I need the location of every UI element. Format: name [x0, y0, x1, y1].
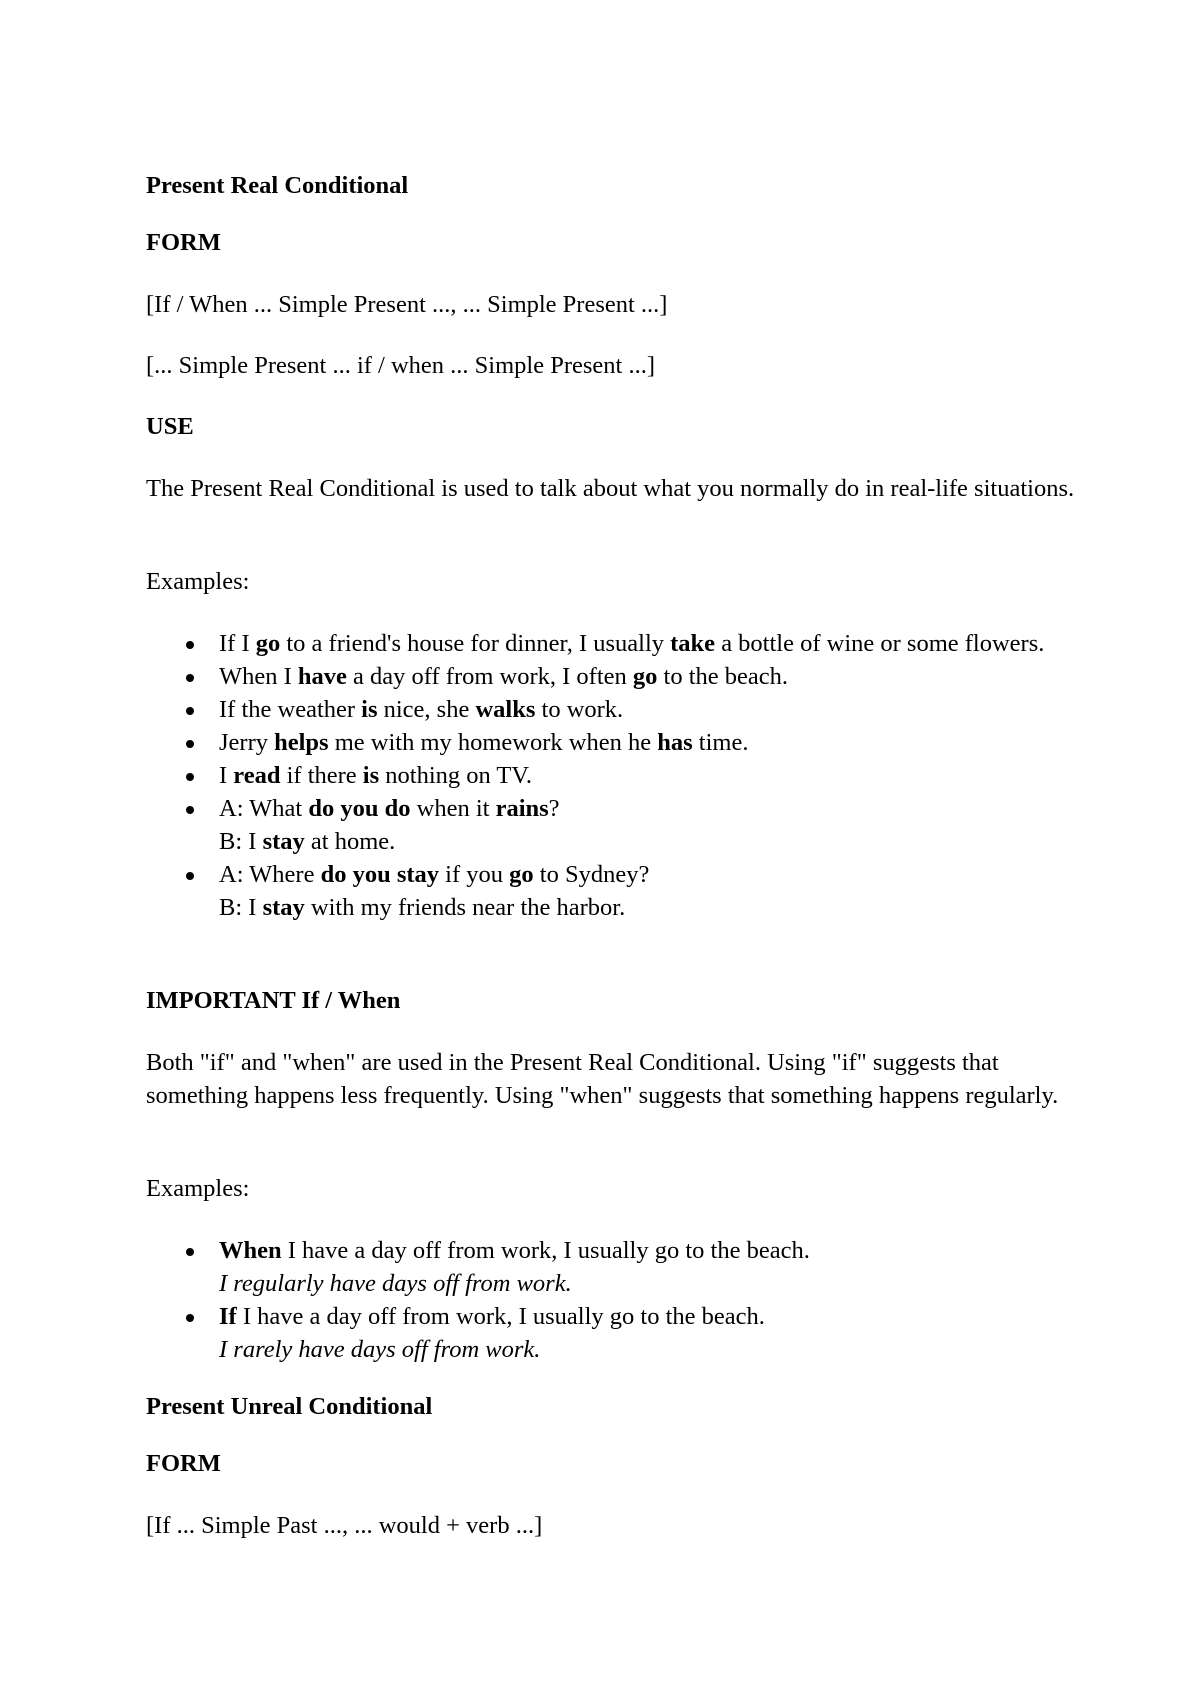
example-line	[219, 1267, 1076, 1300]
form-heading-2: FORM	[146, 1450, 221, 1477]
list-item	[146, 858, 1076, 924]
example-text: if you	[439, 861, 510, 888]
example-line	[219, 792, 1076, 825]
italic-note: I regularly have days off from work.	[219, 1270, 572, 1297]
list-item	[146, 1300, 1076, 1366]
example-line	[219, 660, 1076, 693]
example-text: to Sydney?	[533, 861, 650, 888]
bold-verb: have	[297, 663, 347, 690]
list-item	[146, 792, 1076, 858]
list-item	[146, 726, 1076, 759]
example-text: B: I	[219, 828, 263, 855]
example-text: A: Where	[219, 861, 321, 888]
example-text: to the beach.	[657, 663, 789, 690]
examples-list	[146, 627, 1076, 924]
example-line	[219, 825, 1076, 858]
example-text: nice, she	[377, 696, 476, 723]
bold-verb: walks	[475, 696, 536, 723]
bold-verb: stay	[262, 894, 305, 921]
example-line	[219, 1333, 1076, 1366]
bold-verb: is	[362, 762, 380, 789]
bold-verb: read	[233, 762, 281, 789]
example-line	[219, 1234, 1076, 1267]
example-text: B: I	[219, 894, 263, 921]
form-pattern-unreal: [If ... Simple Past ..., ... would + verb ...]	[146, 1512, 543, 1539]
example-text: If I	[219, 630, 256, 657]
important-heading: IMPORTANT If / When	[146, 987, 401, 1014]
form-heading: FORM	[146, 229, 221, 256]
bold-verb: do you stay	[320, 861, 440, 888]
example-text: A: What	[219, 795, 309, 822]
example-text: a bottle of wine or some flowers.	[715, 630, 1045, 657]
bold-verb: take	[670, 630, 716, 657]
examples-label: Examples:	[146, 568, 250, 595]
example-line	[219, 891, 1076, 924]
example-text: Jerry	[219, 729, 275, 756]
example-text: me with my homework when he	[328, 729, 658, 756]
example-text: ?	[548, 795, 560, 822]
use-heading: USE	[146, 413, 194, 440]
example-text: I have a day off from work, I usually go to the beach.	[236, 1303, 765, 1330]
use-paragraph: The Present Real Conditional is used to talk about what you normally do in real-life situations.	[146, 475, 1075, 502]
example-line	[219, 726, 1076, 759]
bold-verb: is	[361, 696, 378, 723]
list-item	[146, 693, 1076, 726]
examples-label-2: Examples:	[146, 1175, 250, 1202]
list-item	[146, 660, 1076, 693]
example-line	[219, 693, 1076, 726]
section-title-present-unreal: Present Unreal Conditional	[146, 1393, 433, 1420]
important-paragraph: Both "if" and "when" are used in the Present Real Conditional. Using "if" suggests that something happens less frequently. Using "when" suggests that something happens regularly.	[146, 1049, 1059, 1109]
example-line	[219, 759, 1076, 792]
example-text: at home.	[304, 828, 396, 855]
section-title-present-real: Present Real Conditional	[146, 172, 409, 199]
list-item	[146, 627, 1076, 660]
example-line	[219, 1300, 1076, 1333]
bold-verb: When	[219, 1237, 282, 1264]
example-text: If the weather	[219, 696, 362, 723]
bold-verb: rains	[495, 795, 549, 822]
example-text: to a friend's house for dinner, I usually	[280, 630, 671, 657]
bold-verb: stay	[262, 828, 305, 855]
form-pattern-1: [If / When ... Simple Present ..., ... Simple Present ...]	[146, 291, 668, 318]
example-text: nothing on TV.	[379, 762, 533, 789]
example-text: if there	[280, 762, 363, 789]
italic-note: I rarely have days off from work.	[219, 1336, 541, 1363]
bold-verb: go	[632, 663, 658, 690]
example-text: when it	[410, 795, 496, 822]
bold-verb: do you do	[308, 795, 411, 822]
form-pattern-2: [... Simple Present ... if / when ... Simple Present ...]	[146, 352, 655, 379]
example-text: I have a day off from work, I usually go to the beach.	[281, 1237, 810, 1264]
bold-verb: has	[657, 729, 693, 756]
bold-verb: go	[509, 861, 534, 888]
bold-verb: helps	[274, 729, 329, 756]
example-text: with my friends near the harbor.	[304, 894, 626, 921]
example-text: a day off from work, I often	[346, 663, 633, 690]
example-line	[219, 627, 1076, 660]
if-when-examples-list	[146, 1234, 1076, 1366]
list-item	[146, 759, 1076, 792]
bold-verb: go	[255, 630, 281, 657]
example-text: I	[219, 762, 234, 789]
example-text: to work.	[535, 696, 624, 723]
example-text: time.	[692, 729, 749, 756]
bold-verb: If	[219, 1303, 237, 1330]
list-item	[146, 1234, 1076, 1300]
example-line	[219, 858, 1076, 891]
example-text: When I	[219, 663, 298, 690]
